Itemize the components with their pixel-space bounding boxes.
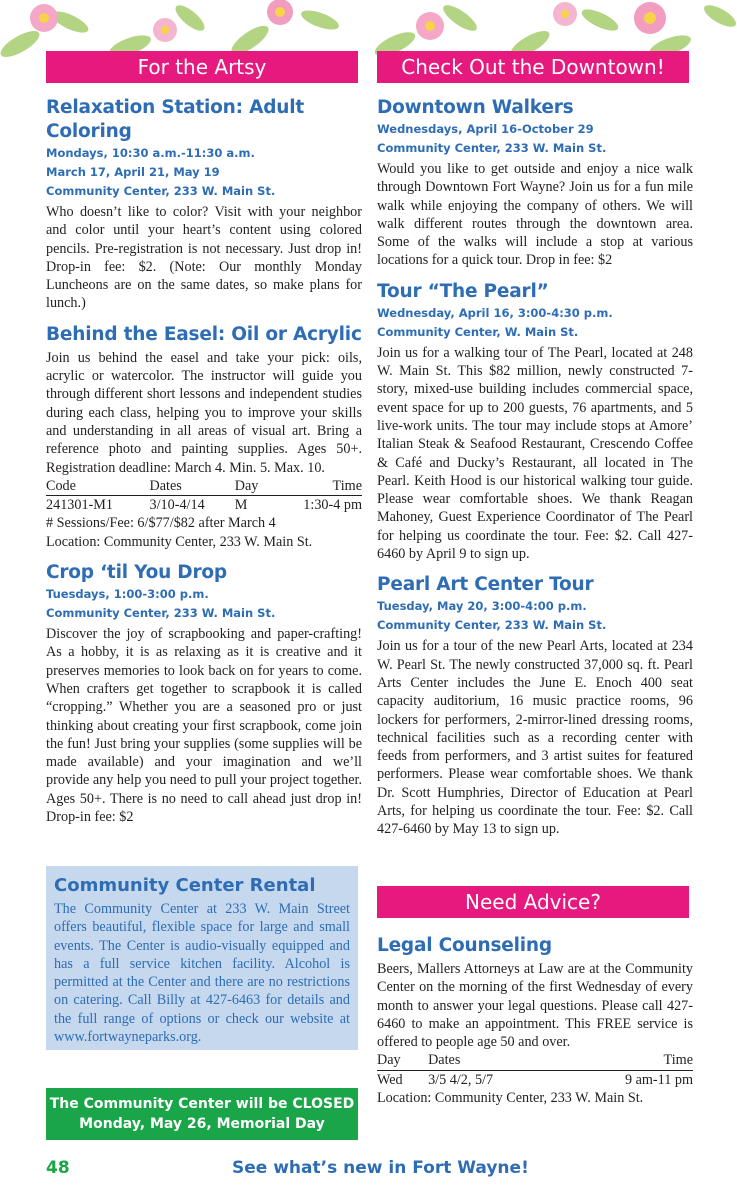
table-cell: 3/5 4/2, 5/7 bbox=[428, 1071, 494, 1088]
event-title: Legal Counseling bbox=[377, 935, 552, 956]
table-cell: 241301-M1 bbox=[46, 497, 113, 514]
event-schedule: Wednesday, April 16, 3:00-4:30 p.m. bbox=[377, 305, 613, 320]
event-crop-til-you-drop bbox=[46, 561, 362, 826]
event-description: Join us behind the easel and take your pick: oils, acrylic or watercolor. The instructor will guide you through different short lessons and independent studies during each class, helping you to improve your skills and understanding in all areas of visual art. Bring a reference photo and painting supplies. Ages 50+. Registration deadline: March 4. Min. 5. Max. 10. bbox=[46, 349, 362, 476]
event-title: Pearl Art Center Tour bbox=[377, 574, 594, 596]
page-number: 48 bbox=[46, 1158, 70, 1178]
event-adult-coloring bbox=[46, 96, 362, 313]
event-title: Relaxation Station: Adult Coloring bbox=[46, 97, 305, 142]
event-tour-the-pearl bbox=[377, 280, 693, 564]
flower-icon bbox=[30, 0, 666, 42]
table-row bbox=[46, 496, 362, 515]
closed-notice-line: The Community Center will be CLOSED bbox=[49, 1096, 355, 1112]
legal-counseling-column bbox=[377, 934, 693, 1117]
table-header: Dates bbox=[150, 477, 235, 496]
left-column bbox=[46, 96, 362, 836]
event-location: Community Center, 233 W. Main St. bbox=[46, 606, 276, 621]
section-header-advice: Need Advice? bbox=[377, 886, 689, 918]
schedule-table bbox=[46, 477, 362, 515]
sessions-fee: # Sessions/Fee: 6/$77/$82 after March 4 bbox=[46, 515, 276, 532]
table-header: Dates bbox=[428, 1051, 557, 1070]
community-center-rental-box bbox=[46, 866, 358, 1050]
table-cell: 3/10-4/14 bbox=[149, 497, 205, 514]
table-header: Time bbox=[271, 477, 362, 496]
table-header: Day bbox=[235, 477, 272, 496]
event-location: Location: Community Center, 233 W. Main St. bbox=[377, 1090, 644, 1107]
floral-banner bbox=[0, 0, 737, 58]
table-row bbox=[377, 1070, 693, 1089]
event-location: Community Center, 233 W. Main St. bbox=[46, 184, 276, 198]
event-schedule: Tuesday, May 20, 3:00-4:00 p.m. bbox=[377, 599, 587, 614]
event-schedule: Mondays, 10:30 a.m.-11:30 a.m. bbox=[46, 146, 255, 160]
rental-title: Community Center Rental bbox=[54, 875, 316, 896]
table-cell: 9 am-11 pm bbox=[624, 1071, 693, 1088]
event-legal-counseling bbox=[377, 934, 693, 1107]
event-location: Community Center, 233 W. Main St. bbox=[377, 618, 607, 633]
event-location: Community Center, W. Main St. bbox=[377, 324, 579, 339]
table-header-row bbox=[46, 477, 362, 496]
table-header: Code bbox=[46, 477, 150, 496]
event-title: Downtown Walkers bbox=[377, 97, 574, 118]
event-downtown-walkers bbox=[377, 96, 693, 270]
event-description: Who doesn’t like to color? Visit with your neighbor and color until your heart’s content using colored pencils. Pre-registration is not necessary. Just drop in! Drop-in fee: $2. (Note: Our monthly Monday Luncheons are on the same dates, so make plans for lunch.) bbox=[46, 204, 362, 312]
schedule-table bbox=[377, 1051, 693, 1089]
leaf-icon bbox=[0, 1, 737, 58]
table-cell: Wed bbox=[377, 1071, 403, 1088]
table-header: Time bbox=[558, 1051, 693, 1070]
event-behind-the-easel bbox=[46, 323, 362, 551]
event-title: Crop ‘til You Drop bbox=[46, 562, 227, 584]
table-header: Day bbox=[377, 1051, 428, 1070]
event-dates: March 17, April 21, May 19 bbox=[46, 165, 220, 179]
section-header-downtown: Check Out the Downtown! bbox=[377, 51, 689, 83]
event-title: Tour “The Pearl” bbox=[377, 280, 549, 302]
table-cell: M bbox=[234, 497, 248, 514]
event-description: Beers, Mallers Attorneys at Law are at the Community Center on the morning of the first Wednesday of every month to answer your legal questions. Please call 427-6460 to make an appointment. This FREE service is offered to people age 50 and over. bbox=[377, 961, 693, 1051]
section-header-artsy: For the Artsy bbox=[46, 51, 358, 83]
event-location: Community Center, 233 W. Main St. bbox=[377, 141, 607, 155]
table-cell: 1:30-4 pm bbox=[303, 497, 362, 514]
table-header-row bbox=[377, 1051, 693, 1070]
event-schedule: Wednesdays, April 16-October 29 bbox=[377, 122, 594, 136]
event-description: Discover the joy of scrapbooking and paper-crafting! As a hobby, it is as relaxing as it is creative and it preserves memories to look back on for years to come. When crafters get together to scrapbook it is called “cropping.” Whether you are a seasoned pro or just thinking about creating your first scrapbook, come join the fun! Just bring your supplies (some supplies will be made available) and your imagination and we’ll provide any help you need to pull your project together. Ages 50+. There is no need to call ahead just drop in! Drop-in fee: $2 bbox=[46, 626, 362, 826]
rental-description: The Community Center at 233 W. Main Street offers beautiful, flexible space for large and small events. The Center is audio-visually equipped and has a full service kitchen facility. Alcohol is permitted at the Center and there are no restrictions on catering. Call Billy at 427-6463 for details and the full range of options or check our website at www.fortwayneparks.org. bbox=[54, 901, 350, 1046]
event-description: Join us for a tour of the new Pearl Arts, located at 234 W. Pearl St. The newly constructed 37,000 sq. ft. Pearl Arts Center includes the June E. Enoch 400 seat capacity auditorium, 16 music practice rooms, 96 lockers for performers, 2-mirror-lined dressing rooms, technical facilities such as a recording center with feeds from performers, and 3 artist suites for featured performers. Please wear comfortable shoes. We thank Dr. Scott Humphries, Director of Education at Pearl Arts, for helping us coordinate the tour. Fee: $2. Call 427-6460 by May 13 to sign up. bbox=[377, 638, 693, 838]
event-description: Join us for a walking tour of The Pearl, located at 248 W. Main St. This $82 million, newly constructed 7-story, mixed-use building includes commercial space, event space for up to 200 guests, 76 apartments, and 5 live-work units. The tour may include stops at Amore’ Italian Steak & Seafood Restaurant, Crescendo Coffee & Café and Ducky’s Restaurant, all located in The Pearl. Keith Hood is our historical walking tour guide. Please wear comfortable shoes. We thank Reagan Mahoney, Guest Experience Coordinator of The Pearl for helping us coordinate the tour. Fee: $2. Call 427-6460 by April 9 to sign up. bbox=[377, 344, 693, 563]
event-schedule: Tuesdays, 1:00-3:00 p.m. bbox=[46, 587, 209, 602]
closed-notice-line: Monday, May 26, Memorial Day bbox=[79, 1116, 325, 1132]
event-description: Would you like to get outside and enjoy a nice walk through Downtown Fort Wayne? Join us for a fun mile walk while enjoying the company of others. We will walk different routes through the downtown area. Some of the walks will include a stop at various locations for a quick tour. Drop in fee: $2 bbox=[377, 161, 693, 269]
event-title: Behind the Easel: Oil or Acrylic bbox=[46, 323, 362, 345]
right-column bbox=[377, 96, 693, 849]
event-location: Location: Community Center, 233 W. Main St. bbox=[46, 533, 313, 550]
closed-notice bbox=[46, 1088, 358, 1140]
event-pearl-art-center-tour bbox=[377, 573, 693, 838]
footer-tagline: See what’s new in Fort Wayne! bbox=[232, 1158, 529, 1178]
